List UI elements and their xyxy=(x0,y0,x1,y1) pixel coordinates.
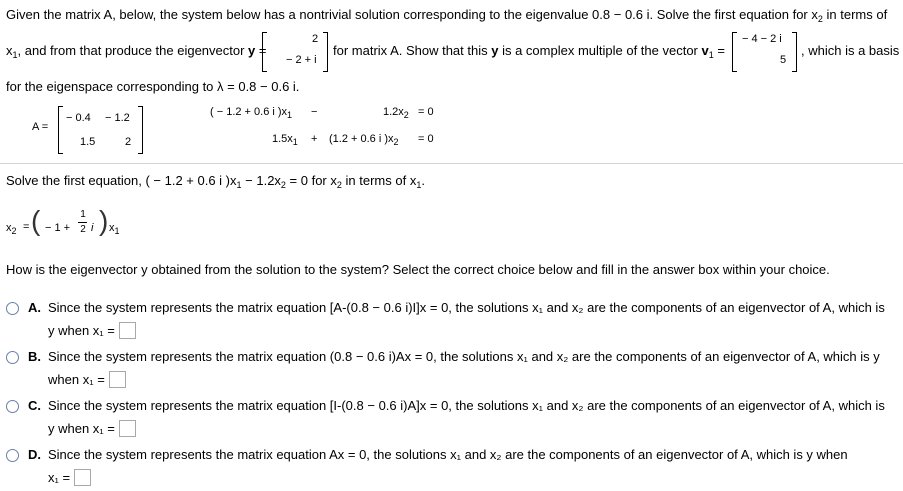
sub: 2 xyxy=(11,226,17,236)
sub: 1 xyxy=(708,50,714,60)
choice-d-line2 xyxy=(48,469,91,486)
sub: 2 xyxy=(393,137,399,147)
choice-c-text: Since the system represents the matrix equation [I-(0.8 − 0.6 i)A]x = 0, the solutions x₁ and x₂ are the components of an eigenvector of A, which is xyxy=(48,398,885,413)
answer-i: i xyxy=(91,222,94,234)
choice-b-text: Since the system represents the matrix equation (0.8 − 0.6 i)Ax = 0, the solutions x₁ and x₂ are the components of an eigenvector of A, which is y xyxy=(48,349,880,364)
text: when x₁ = xyxy=(48,372,105,387)
intro-line-2c: , which is a basis xyxy=(801,43,900,58)
sub: 1 xyxy=(292,137,298,147)
choice-a-text: Since the system represents the matrix equation [A-(0.8 − 0.6 i)I]x = 0, the solutions x₁ and x₂ are the components of an eigenvector of A, which is xyxy=(48,300,885,315)
answer-x xyxy=(109,222,120,234)
bracket-left xyxy=(58,106,63,154)
frac-num: 1 xyxy=(80,209,86,220)
choice-b-letter: B. xyxy=(28,349,41,364)
text: . xyxy=(421,173,425,188)
text: y when x₁ = xyxy=(48,421,115,436)
paren-right: ) xyxy=(99,205,109,236)
eq2-term xyxy=(329,133,399,145)
choice-c-line2 xyxy=(48,420,136,437)
text: y when x₁ = xyxy=(48,323,115,338)
answer-a: − 1 + xyxy=(45,222,71,234)
choice-a-letter: A. xyxy=(28,300,41,315)
bracket-right xyxy=(792,32,797,72)
answer-input[interactable] xyxy=(119,420,136,437)
intro-text-end: in terms of xyxy=(822,7,888,22)
answer-eq: = xyxy=(23,221,30,233)
text: − 1.2x xyxy=(241,173,281,188)
vec-v-bottom: 5 xyxy=(780,54,787,66)
answer-input[interactable] xyxy=(119,322,136,339)
sub: 1 xyxy=(416,180,422,190)
text: 1.5x xyxy=(272,133,293,145)
sub: 2 xyxy=(403,110,409,120)
eq2-lhs xyxy=(272,133,298,145)
text: 1.2x xyxy=(383,106,404,118)
matrix-r1c2: − 1.2 xyxy=(105,112,130,124)
bold-y: y xyxy=(248,43,256,58)
radio-choice-d[interactable] xyxy=(6,449,19,462)
text: = 0 for x xyxy=(285,173,337,188)
intro-line-1 xyxy=(6,7,887,22)
matrix-r1c1: − 0.4 xyxy=(66,112,91,124)
vec-y-top: 2 xyxy=(312,33,319,45)
divider xyxy=(0,163,903,164)
choice-b-line2 xyxy=(48,371,126,388)
text: = xyxy=(713,43,725,58)
choice-d-letter: D. xyxy=(28,447,41,462)
text: Solve the first equation, ( − 1.2 + 0.6 i )x xyxy=(6,173,237,188)
bracket-left xyxy=(732,32,737,72)
intro-line-2a xyxy=(6,43,267,58)
eq1-lhs xyxy=(210,106,292,118)
text: x xyxy=(109,222,115,234)
text: is a complex multiple of the vector xyxy=(498,43,702,58)
vec-v-top: − 4 − 2 i xyxy=(742,33,782,45)
step1-prompt xyxy=(6,173,425,188)
sub: 1 xyxy=(12,50,18,60)
bracket-right xyxy=(138,106,143,154)
text: ( − 1.2 + 0.6 i )x xyxy=(210,106,288,118)
intro-line-3: for the eigenspace corresponding to λ = 0.8 − 0.6 i. xyxy=(6,79,300,94)
text: (1.2 + 0.6 i )x xyxy=(329,133,394,145)
sub: 2 xyxy=(280,180,286,190)
bracket-left xyxy=(262,32,267,72)
eq1-rhs: = 0 xyxy=(418,106,434,118)
vec-y-bottom: − 2 + i xyxy=(286,54,317,66)
eq1-term xyxy=(383,106,409,118)
eq2-op: + xyxy=(311,133,318,145)
sub: 1 xyxy=(287,110,293,120)
paren-left: ( xyxy=(31,205,41,236)
matrix-label: A = xyxy=(32,121,49,133)
text: = xyxy=(255,43,267,58)
text: in terms of x xyxy=(341,173,417,188)
text: for matrix A. Show that this xyxy=(333,43,492,58)
answer-input[interactable] xyxy=(74,469,91,486)
answer-lhs xyxy=(6,222,17,234)
choice-c-letter: C. xyxy=(28,398,41,413)
answer-input[interactable] xyxy=(109,371,126,388)
radio-choice-c[interactable] xyxy=(6,400,19,413)
frac-bar xyxy=(78,222,87,223)
eq2-rhs: = 0 xyxy=(418,133,434,145)
bracket-right xyxy=(323,32,328,72)
choice-d-text: Since the system represents the matrix equation Ax = 0, the solutions x₁ and x₂ are the components of an eigenvector of A, which is y when xyxy=(48,447,848,462)
sub: 1 xyxy=(236,180,242,190)
choice-a-line2 xyxy=(48,322,136,339)
sub: 2 xyxy=(336,180,342,190)
text: x xyxy=(6,222,12,234)
radio-choice-a[interactable] xyxy=(6,302,19,315)
bold-y: y xyxy=(491,43,499,58)
bold-v: v xyxy=(701,43,709,58)
radio-choice-b[interactable] xyxy=(6,351,19,364)
intro-line-2b xyxy=(333,43,725,58)
intro-text: Given the matrix A, below, the system below has a nontrivial solution corresponding to the eigenvalue 0.8 − 0.6 i. Solve the first equation for x xyxy=(6,7,818,22)
matrix-r2c2: 2 xyxy=(125,136,132,148)
sub: 1 xyxy=(114,226,120,236)
matrix-r2c1: 1.5 xyxy=(80,136,96,148)
sub: 2 xyxy=(817,14,823,24)
text: x xyxy=(6,43,13,58)
eq1-op: − xyxy=(311,106,318,118)
text: , and from that produce the eigenvector xyxy=(17,43,249,58)
step2-question: How is the eigenvector y obtained from the solution to the system? Select the correct choice below and fill in the answer box within your choice. xyxy=(6,262,830,277)
frac-den: 2 xyxy=(80,224,86,235)
text: x₁ = xyxy=(48,470,71,485)
